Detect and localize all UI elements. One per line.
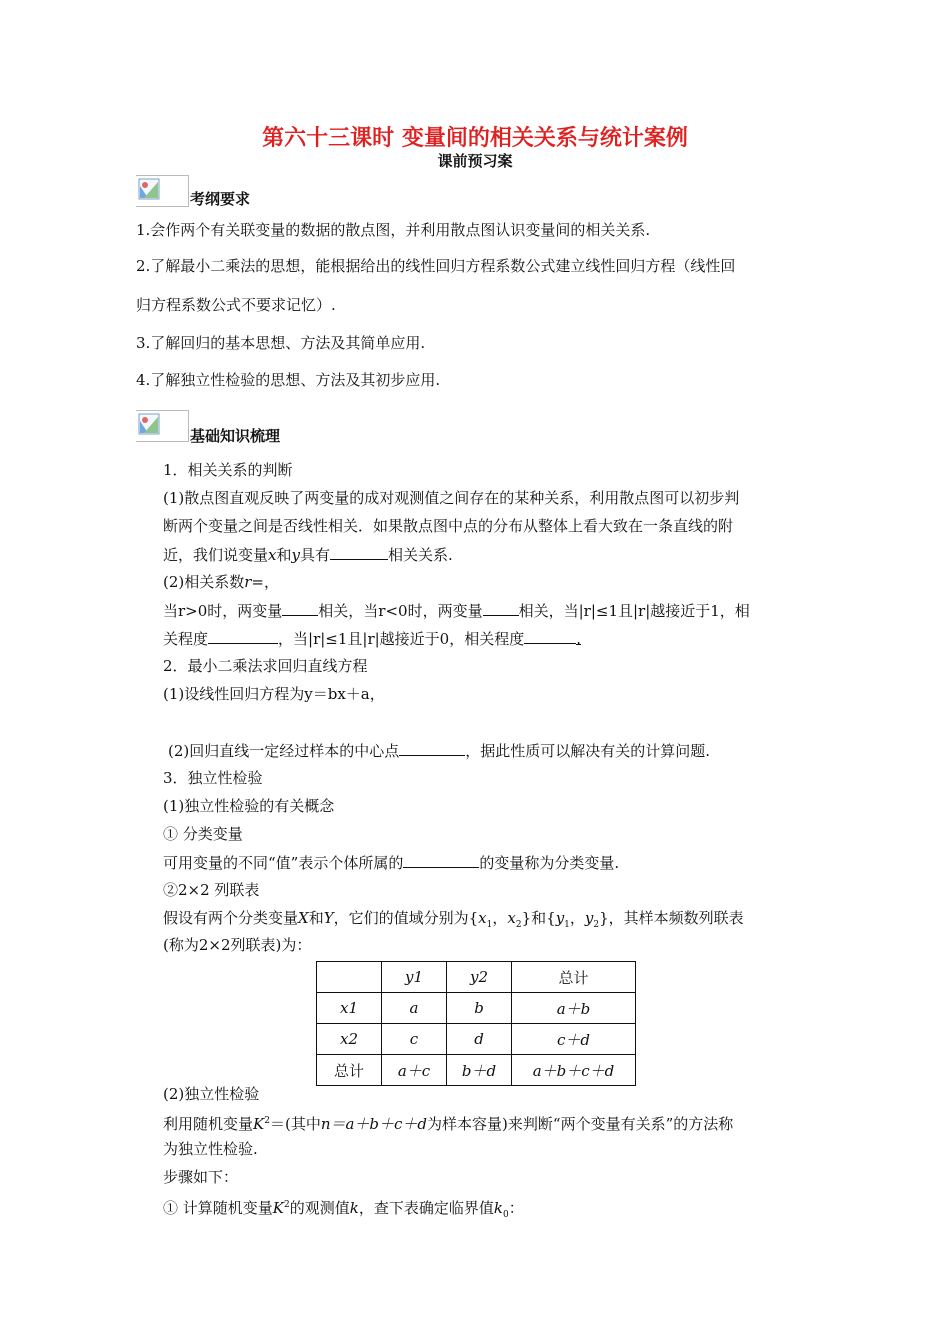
table-cell: a＋b (512, 993, 636, 1024)
requirement-item: 1.会作两个有关联变量的数据的散点图，并利用散点图认识变量间的相关关系. (136, 221, 651, 239)
section-heading-basics: 基础知识梳理 (190, 427, 281, 445)
requirement-item: 3.了解回归的基本思想、方法及其简单应用. (136, 334, 426, 352)
paragraph: 假设有两个分类变量X和Y，它们的值域分别为{$x_1$，$x_2$}和{$y_1$，$y_2$}，其样本频数列联表 (163, 909, 744, 930)
fill-blank (399, 740, 465, 756)
fill-blank (282, 600, 318, 616)
broken-image-icon (138, 413, 160, 435)
table-cell: b (447, 993, 512, 1024)
paragraph: 近，我们说变量x和y具有 相关关系. (163, 546, 453, 564)
table-cell: 总计 (512, 962, 636, 993)
paragraph: (称为2×2列联表)为： (163, 936, 312, 954)
fill-blank (403, 852, 479, 868)
table-cell: a＋c (382, 1055, 447, 1086)
table-cell: y1 (382, 962, 447, 993)
table-cell: 总计 (317, 1055, 382, 1086)
paragraph: ① 计算随机变量$K^2$的观测值k，查下表确定临界值$k_0$： (163, 1199, 524, 1220)
paragraph: 步骤如下： (163, 1168, 239, 1186)
paragraph: 利用随机变量$K^2=$(其中n＝a＋b＋c＋d为样本容量)来判断“两个变量有关系”的方法称 (163, 1115, 734, 1133)
page-title: 第六十三课时 变量间的相关关系与统计案例 (262, 126, 688, 151)
paragraph: (2)相关系数r=， (163, 573, 279, 591)
page-subtitle: 课前预习案 (437, 152, 513, 170)
paragraph: (2)独立性检验 (163, 1085, 260, 1103)
paragraph: 为独立性检验. (163, 1140, 258, 1158)
paragraph: (1)设线性回归方程为y＝bx＋a， (163, 685, 385, 703)
section-heading-requirements: 考纲要求 (190, 190, 251, 208)
paragraph: ②2×2 列联表 (163, 881, 260, 899)
fill-blank (208, 628, 278, 644)
section-icon-image (136, 410, 189, 442)
paragraph: (2)回归直线一定经过样本的中心点 ，据此性质可以解决有关的计算问题. (168, 742, 711, 760)
paragraph: 可用变量的不同“值”表示个体所属的 的变量称为分类变量. (163, 854, 620, 872)
table-cell: x2 (317, 1024, 382, 1055)
requirement-item: 2.了解最小二乘法的思想，能根据给出的线性回归方程系数公式建立线性回归方程（线性回 (136, 257, 736, 275)
table-row (317, 1024, 636, 1055)
table-cell: c (382, 1024, 447, 1055)
section-icon-image (136, 175, 189, 207)
fill-blank (483, 600, 519, 616)
table-cell: x1 (317, 993, 382, 1024)
paragraph: 1．相关关系的判断 (163, 461, 293, 479)
paragraph: ① 分类变量 (163, 825, 243, 843)
table-cell: b＋d (447, 1055, 512, 1086)
fill-blank (330, 544, 388, 560)
fill-blank (524, 628, 576, 644)
broken-image-icon (138, 178, 160, 200)
paragraph: (1)独立性检验的有关概念 (163, 797, 335, 815)
table-row (317, 962, 636, 993)
requirement-item: 归方程系数公式不要求记忆）. (136, 296, 336, 314)
paragraph: 3．独立性检验 (163, 769, 263, 787)
table-row (317, 1055, 636, 1086)
table-cell: a (382, 993, 447, 1024)
contingency-table (316, 961, 636, 1086)
table-cell: c＋d (512, 1024, 636, 1055)
fill-blank-end: . (576, 630, 582, 648)
table-row (317, 993, 636, 1024)
table-cell (317, 962, 382, 993)
table-cell: y2 (447, 962, 512, 993)
paragraph: (1)散点图直观反映了两变量的成对观测值之间存在的某种关系，利用散点图可以初步判 (163, 489, 740, 507)
paragraph: 2．最小二乘法求回归直线方程 (163, 657, 368, 675)
table-cell: a＋b＋c＋d (512, 1055, 636, 1086)
requirement-item: 4.了解独立性检验的思想、方法及其初步应用. (136, 371, 441, 389)
paragraph: 断两个变量之间是否线性相关．如果散点图中点的分布从整体上看大致在一条直线的附 (163, 517, 734, 535)
table-cell: d (447, 1024, 512, 1055)
paragraph: 关程度 ，当|r|≤1且|r|越接近于0，相关程度 . (163, 630, 582, 648)
paragraph: 当r>0时，两变量 相关，当r<0时，两变量 相关，当|r|≤1且|r|越接近于1，相 (163, 602, 750, 620)
